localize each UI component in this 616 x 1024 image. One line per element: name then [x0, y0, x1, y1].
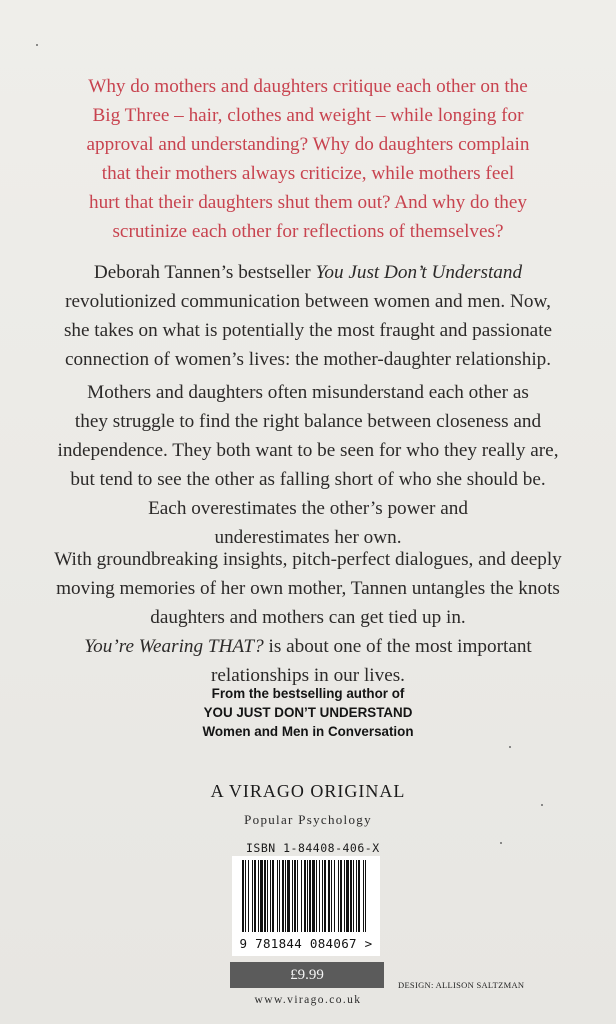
- paper-speck: [500, 842, 502, 844]
- blurb-line: but tend to see the other as falling short of who she should be.: [70, 469, 546, 490]
- barcode-bar: [279, 860, 280, 932]
- barcode-bar: [282, 860, 284, 932]
- blurb-line: daughters and mothers can get tied up in.: [150, 607, 466, 628]
- blurb-text: Deborah Tannen’s bestseller: [93, 262, 316, 283]
- barcode-bar: [292, 860, 293, 932]
- blurb-question-line: Why do mothers and daughters critique each other on the: [88, 76, 528, 97]
- blurb-author-paragraph: [40, 258, 576, 374]
- barcode-bar: [287, 860, 290, 932]
- blurb-line: [40, 632, 576, 661]
- barcode-bar: [309, 860, 311, 932]
- price-tag: £9.99: [230, 962, 384, 988]
- barcode-bar: [258, 860, 259, 932]
- barcode-bar: [301, 860, 302, 932]
- barcode-bar: [245, 860, 246, 932]
- blurb-line: [40, 258, 576, 287]
- blurb-question-line: Big Three – hair, clothes and weight – while longing for: [92, 105, 524, 126]
- barcode-bar: [242, 860, 244, 932]
- barcode-bar: [294, 860, 296, 932]
- barcode-bar: [248, 860, 249, 932]
- barcode-icon: [240, 860, 370, 940]
- barcode-bar: [267, 860, 268, 932]
- barcode-bar: [319, 860, 320, 932]
- blurb-line: connection of women’s lives: the mother-daughter relationship.: [64, 349, 552, 370]
- blurb-question-line: scrutinize each other for reflections of themselves?: [112, 221, 504, 242]
- barcode-bar: [331, 860, 332, 932]
- blurb-line: With groundbreaking insights, pitch-perfect dialogues, and deeply: [54, 549, 562, 570]
- barcode-bar: [272, 860, 274, 932]
- blurb-text: is about one of the most important: [263, 636, 532, 657]
- barcode-bar: [353, 860, 354, 932]
- promo-line: YOU JUST DON’T UNDERSTAND: [203, 705, 413, 720]
- barcode-bar: [277, 860, 278, 932]
- publisher-website: www.virago.co.uk: [254, 994, 362, 1006]
- barcode-bar: [264, 860, 266, 932]
- barcode-bar: [344, 860, 345, 932]
- blurb-line: they struggle to find the right balance between closeness and: [74, 411, 542, 432]
- blurb-line: independence. They both want to be seen for who they really are,: [57, 440, 559, 461]
- barcode-bar: [322, 860, 323, 932]
- blurb-question-line: that their mothers always criticize, while mothers feel: [101, 163, 515, 184]
- barcode-bar: [260, 860, 263, 932]
- paper-speck: [36, 44, 38, 46]
- blurb-line: she takes on what is potentially the most fraught and passionate: [63, 320, 553, 341]
- barcode-bar: [285, 860, 286, 932]
- blurb-closing-paragraph: [40, 545, 576, 690]
- paper-speck: [541, 804, 543, 806]
- barcode-bar: [270, 860, 271, 932]
- barcode-bar: [304, 860, 306, 932]
- barcode-bar: [358, 860, 360, 932]
- blurb-line: moving memories of her own mother, Tannen untangles the knots: [56, 578, 560, 599]
- barcode-bar: [328, 860, 330, 932]
- blurb-question-paragraph: [40, 72, 576, 246]
- barcode-bar: [340, 860, 342, 932]
- barcode-bar: [363, 860, 364, 932]
- blurb-question-line: hurt that their daughters shut them out? And why do they: [88, 192, 528, 213]
- design-credit: DESIGN: ALLISON SALTZMAN: [398, 980, 525, 990]
- promo-line: Women and Men in Conversation: [202, 724, 414, 739]
- barcode-bar: [307, 860, 308, 932]
- barcode-bar: [350, 860, 352, 932]
- barcode-bar: [324, 860, 326, 932]
- barcode-bar: [297, 860, 298, 932]
- barcode-bar: [252, 860, 253, 932]
- barcode-bar: [254, 860, 256, 932]
- publisher-imprint: A VIRAGO ORIGINAL: [210, 781, 406, 801]
- genre-label: Popular Psychology: [244, 812, 372, 827]
- barcode-bar: [365, 860, 366, 932]
- barcode-bar: [334, 860, 335, 932]
- blurb-line: revolutionized communication between women and men. Now,: [65, 291, 551, 312]
- barcode-bar: [356, 860, 357, 932]
- blurb-line: Each overestimates the other’s power and: [148, 498, 468, 519]
- blurb-line: underestimates her own.: [214, 527, 402, 548]
- barcode-number: 9 781844 084067 >: [232, 934, 380, 953]
- book-title-reference: You Just Don’t Understand: [315, 262, 523, 283]
- blurb-question-line: approval and understanding? Why do daughters complain: [86, 134, 530, 155]
- barcode-bar: [316, 860, 317, 932]
- blurb-line: relationships in our lives.: [211, 665, 405, 686]
- barcode-bar: [346, 860, 349, 932]
- blurb-line: Mothers and daughters often misunderstand each other as: [87, 382, 529, 403]
- paper-speck: [509, 746, 511, 748]
- book-title-reference: You’re Wearing THAT?: [84, 636, 264, 657]
- barcode-bar: [338, 860, 339, 932]
- author-promo: [0, 684, 616, 741]
- barcode-bar: [312, 860, 315, 932]
- isbn-text: ISBN 1-84408-406-X: [246, 841, 380, 855]
- promo-line: From the bestselling author of: [211, 686, 405, 701]
- blurb-theme-paragraph: [40, 378, 576, 552]
